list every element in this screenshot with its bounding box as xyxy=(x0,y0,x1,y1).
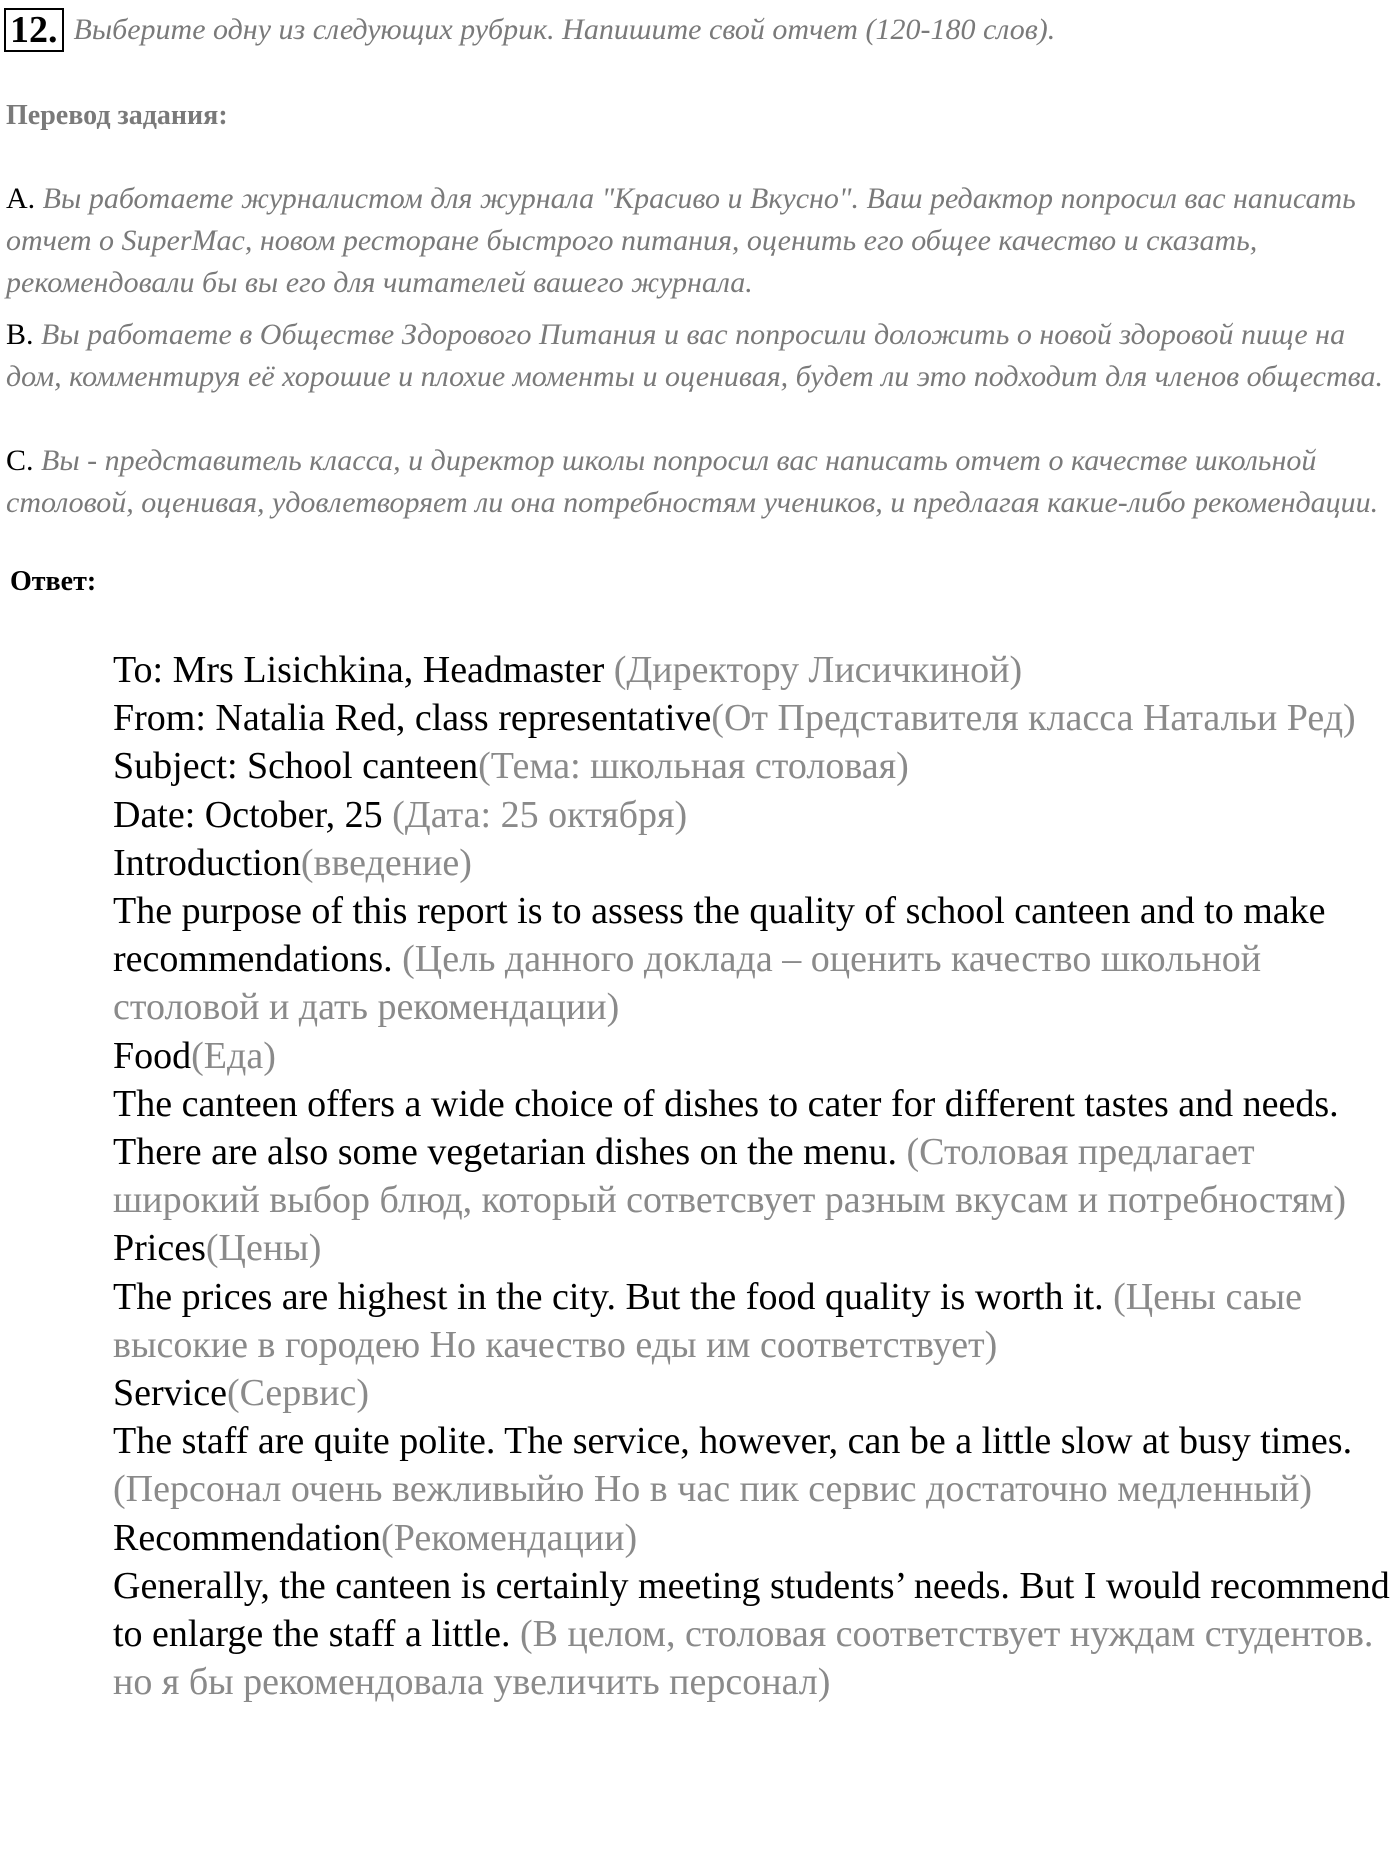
russian-translation: (Сервис) xyxy=(226,1372,370,1415)
section-heading-food xyxy=(113,1032,1398,1080)
option-text: Вы работаете в Обществе Здорового Питания и вас попросили доложить о новой здоровой пище на дом, комментируя её хорошие и плохие моменты и оценивая, будет ли это подходит для членов общества. xyxy=(6,318,1383,393)
russian-translation: (введение) xyxy=(300,841,472,884)
translation-heading: Перевод задания: xyxy=(6,100,228,131)
russian-translation: (Персонал очень вежливыйю Но в час пик сервис достаточно медленный) xyxy=(113,1468,1312,1511)
english-text: Subject: School canteen xyxy=(113,745,479,788)
option-b xyxy=(6,314,1396,398)
option-c xyxy=(6,440,1396,524)
russian-translation: (От Представителя класса Натальи Ред) xyxy=(711,697,1356,740)
english-text: Generally, the canteen is certainly meeting students’ needs. But I would recommend to enlarge the staff a little. xyxy=(113,1564,1390,1656)
option-text: Вы - представитель класса, и директор школы попросил вас написать отчет о качестве школьной столовой, оценивая, удовлетворяет ли она потребностям учеников, и предлагая какие-либо рекомендации. xyxy=(6,444,1379,519)
english-text: The prices are highest in the city. But the food quality is worth it. xyxy=(113,1275,1104,1318)
english-text: Recommendation xyxy=(113,1516,382,1559)
paragraph-recommendation xyxy=(113,1562,1398,1707)
option-letter: B. xyxy=(6,318,34,351)
section-heading-prices xyxy=(113,1224,1398,1272)
russian-translation: (Цель данного доклада – оценить качество школьной столовой и дать рекомендации) xyxy=(113,938,1262,1029)
english-text: The canteen offers a wide choice of dishes to cater for different tastes and needs. There are also some vegetarian dishes on the menu. xyxy=(113,1082,1339,1174)
paragraph-introduction xyxy=(113,887,1398,1032)
report-date-line xyxy=(113,791,1398,839)
english-text: Introduction xyxy=(113,841,301,884)
english-text: From: Natalia Red, class representative xyxy=(113,697,712,740)
russian-translation: (Рекомендации) xyxy=(381,1516,638,1559)
russian-translation: (Дата: 25 октября) xyxy=(382,793,688,836)
english-text: The staff are quite polite. The service, however, can be a little slow at busy times. xyxy=(113,1420,1353,1463)
task-instruction: Выберите одну из следующих рубрик. Напишите свой отчет (120-180 слов). xyxy=(73,13,1056,46)
option-letter: C. xyxy=(6,444,34,477)
section-heading-introduction xyxy=(113,839,1398,887)
answer-label: Ответ: xyxy=(10,566,97,597)
option-letter: A. xyxy=(6,182,36,215)
english-text: Food xyxy=(113,1034,192,1077)
russian-translation: (Цены) xyxy=(205,1227,322,1270)
english-text: Prices xyxy=(113,1227,206,1270)
english-text: To: Mrs Lisichkina, Headmaster xyxy=(113,649,605,691)
paragraph-food xyxy=(113,1080,1398,1225)
paragraph-service xyxy=(113,1417,1398,1513)
report-from-line xyxy=(113,694,1398,742)
report-subject-line xyxy=(113,742,1398,790)
english-text: Date: October, 25 xyxy=(113,793,383,836)
russian-translation: (Тема: школьная столовая) xyxy=(478,745,909,788)
section-heading-service xyxy=(113,1369,1398,1417)
task-header xyxy=(4,8,1055,52)
russian-translation: (Цены саые высокие в городею Но качество еды им соответствует) xyxy=(113,1275,1303,1366)
task-number: 12. xyxy=(4,8,64,52)
english-text: Service xyxy=(113,1372,227,1415)
section-heading-recommendation xyxy=(113,1514,1398,1562)
english-text: The purpose of this report is to assess the quality of school canteen and to make recommendations. xyxy=(113,890,1326,981)
report-to-line xyxy=(113,646,1398,694)
paragraph-prices xyxy=(113,1273,1398,1369)
option-a xyxy=(6,178,1396,304)
russian-translation: (Столовая предлагает широкий выбор блюд, который сответсвует разным вкусам и потребностям) xyxy=(113,1131,1347,1222)
answer-report xyxy=(113,646,1398,1706)
option-text: Вы работаете журналистом для журнала "Красиво и Вкусно". Ваш редактор попросил вас написать отчет о SuperMac, новом ресторане быстрого питания, оценить его общее качество и сказать, рекомендовали бы вы его для читателей вашего журнала. xyxy=(6,182,1356,299)
russian-translation: (Еда) xyxy=(191,1034,276,1077)
russian-translation: (В целом, столовая соответствует нуждам студентов. но я бы рекомендовала увеличить персонал) xyxy=(113,1613,1374,1704)
russian-translation: (Директору Лисичкиной) xyxy=(604,649,1023,691)
